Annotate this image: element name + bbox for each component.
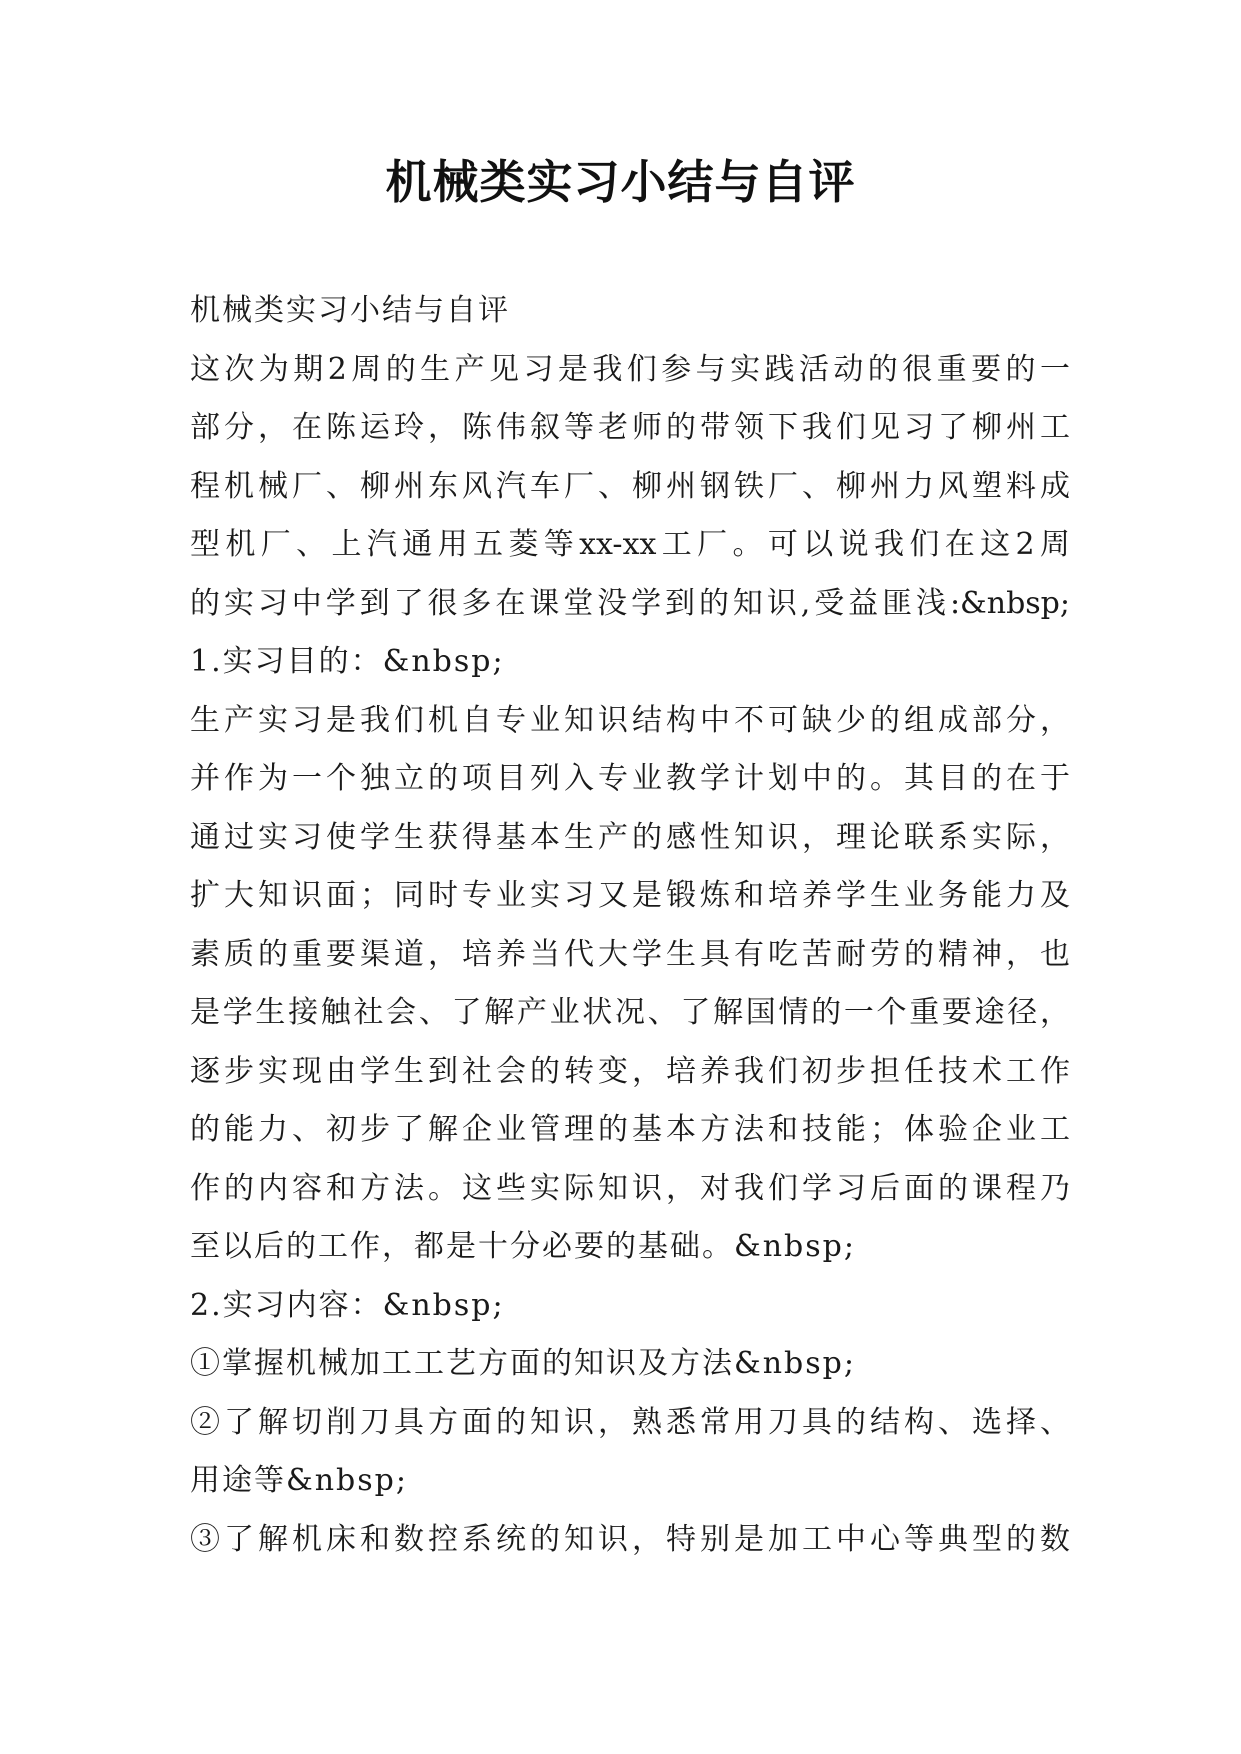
body-line: ②了解切削刀具方面的知识，熟悉常用刀具的结构、选择、 xyxy=(190,1404,1070,1440)
body-line: 程机械厂、柳州东风汽车厂、柳州钢铁厂、柳州力风塑料成 xyxy=(190,468,1070,504)
body-line: 的实习中学到了很多在课堂没学到的知识,受益匪浅:&nbsp; xyxy=(190,585,1070,621)
body-line: 作的内容和方法。这些实际知识，对我们学习后面的课程乃 xyxy=(190,1170,1070,1206)
document-body xyxy=(190,282,1070,1569)
body-line: 2.实习内容：&nbsp; xyxy=(190,1287,505,1323)
document-title: 机械类实习小结与自评 xyxy=(385,155,856,209)
body-line: ③了解机床和数控系统的知识，特别是加工中心等典型的数 xyxy=(190,1521,1070,1557)
body-line: 部分，在陈运玲，陈伟叙等老师的带领下我们见习了柳州工 xyxy=(190,410,1070,445)
body-line: 至以后的工作，都是十分必要的基础。&nbsp; xyxy=(190,1229,856,1264)
body-line: 素质的重要渠道，培养当代大学生具有吃苦耐劳的精神，也 xyxy=(190,936,1070,972)
body-line: 是学生接触社会、了解产业状况、了解国情的一个重要途径， xyxy=(190,995,1070,1030)
body-line: 通过实习使学生获得基本生产的感性知识，理论联系实际， xyxy=(190,819,1070,855)
body-line: 1.实习目的：&nbsp; xyxy=(190,644,505,679)
body-line: 的能力、初步了解企业管理的基本方法和技能；体验企业工 xyxy=(190,1112,1070,1147)
body-line: ①掌握机械加工工艺方面的知识及方法&nbsp; xyxy=(190,1346,856,1381)
body-line: 型机厂、上汽通用五菱等xx-xx工厂。可以说我们在这2周 xyxy=(190,527,1070,562)
body-line: 并作为一个独立的项目列入专业教学计划中的。其目的在于 xyxy=(190,761,1070,796)
body-line: 这次为期2周的生产见习是我们参与实践活动的很重要的一 xyxy=(190,351,1070,387)
body-line: 扩大知识面；同时专业实习又是锻炼和培养学生业务能力及 xyxy=(190,878,1070,913)
body-line: 用途等&nbsp; xyxy=(190,1463,408,1498)
body-line: 生产实习是我们机自专业知识结构中不可缺少的组成部分， xyxy=(190,702,1070,738)
body-line: 机械类实习小结与自评 xyxy=(190,293,510,328)
body-line: 逐步实现由学生到社会的转变，培养我们初步担任技术工作 xyxy=(190,1053,1070,1089)
